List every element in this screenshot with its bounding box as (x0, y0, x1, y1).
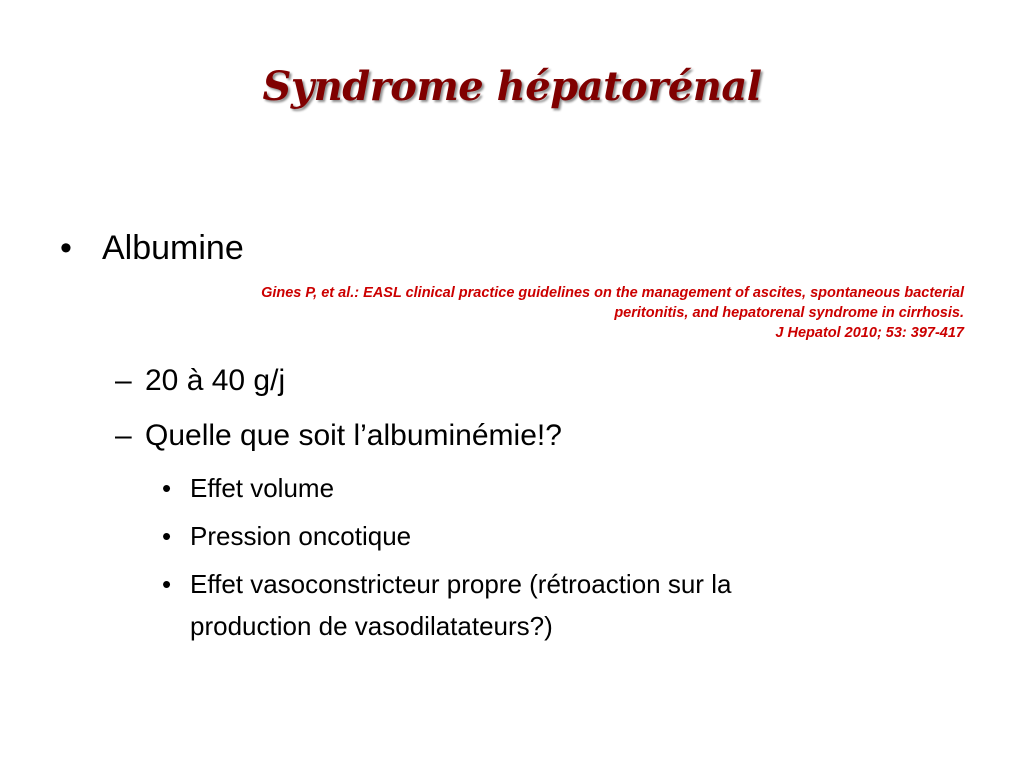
bullet-marker: • (162, 473, 172, 503)
bullet-text: Albumine (102, 229, 244, 267)
bullet-marker: • (60, 229, 72, 267)
dash-marker: – (115, 364, 132, 397)
sub-sub-bullet-text: Pression oncotique (190, 521, 412, 551)
sub-sub-bullet-text: Effet volume (190, 473, 335, 503)
sub-bullet-text: Quelle que soit l’albuminémie!? (145, 419, 562, 452)
citation-line-2: peritonitis, and hepatorenal syndrome in cirrhosis. (614, 305, 964, 321)
bullet-marker: • (162, 521, 172, 551)
citation-line-3: J Hepatol 2010; 53: 397-417 (775, 325, 964, 341)
citation (84, 283, 964, 343)
sub-sub-bullet-text-continued: production de vasodilatateurs?) (190, 611, 553, 641)
slide-title: Syndrome hépatorénal (262, 63, 762, 110)
citation-line-1: Gines P, et al.: EASL clinical practice guidelines on the management of ascites, spontaneous bacterial (261, 285, 964, 301)
sub-bullet-text: 20 à 40 g/j (145, 364, 286, 397)
dash-marker: – (115, 419, 132, 452)
sub-sub-bullet-text: Effet vasoconstricteur propre (rétroaction sur la (190, 569, 732, 599)
bullet-marker: • (162, 569, 172, 599)
